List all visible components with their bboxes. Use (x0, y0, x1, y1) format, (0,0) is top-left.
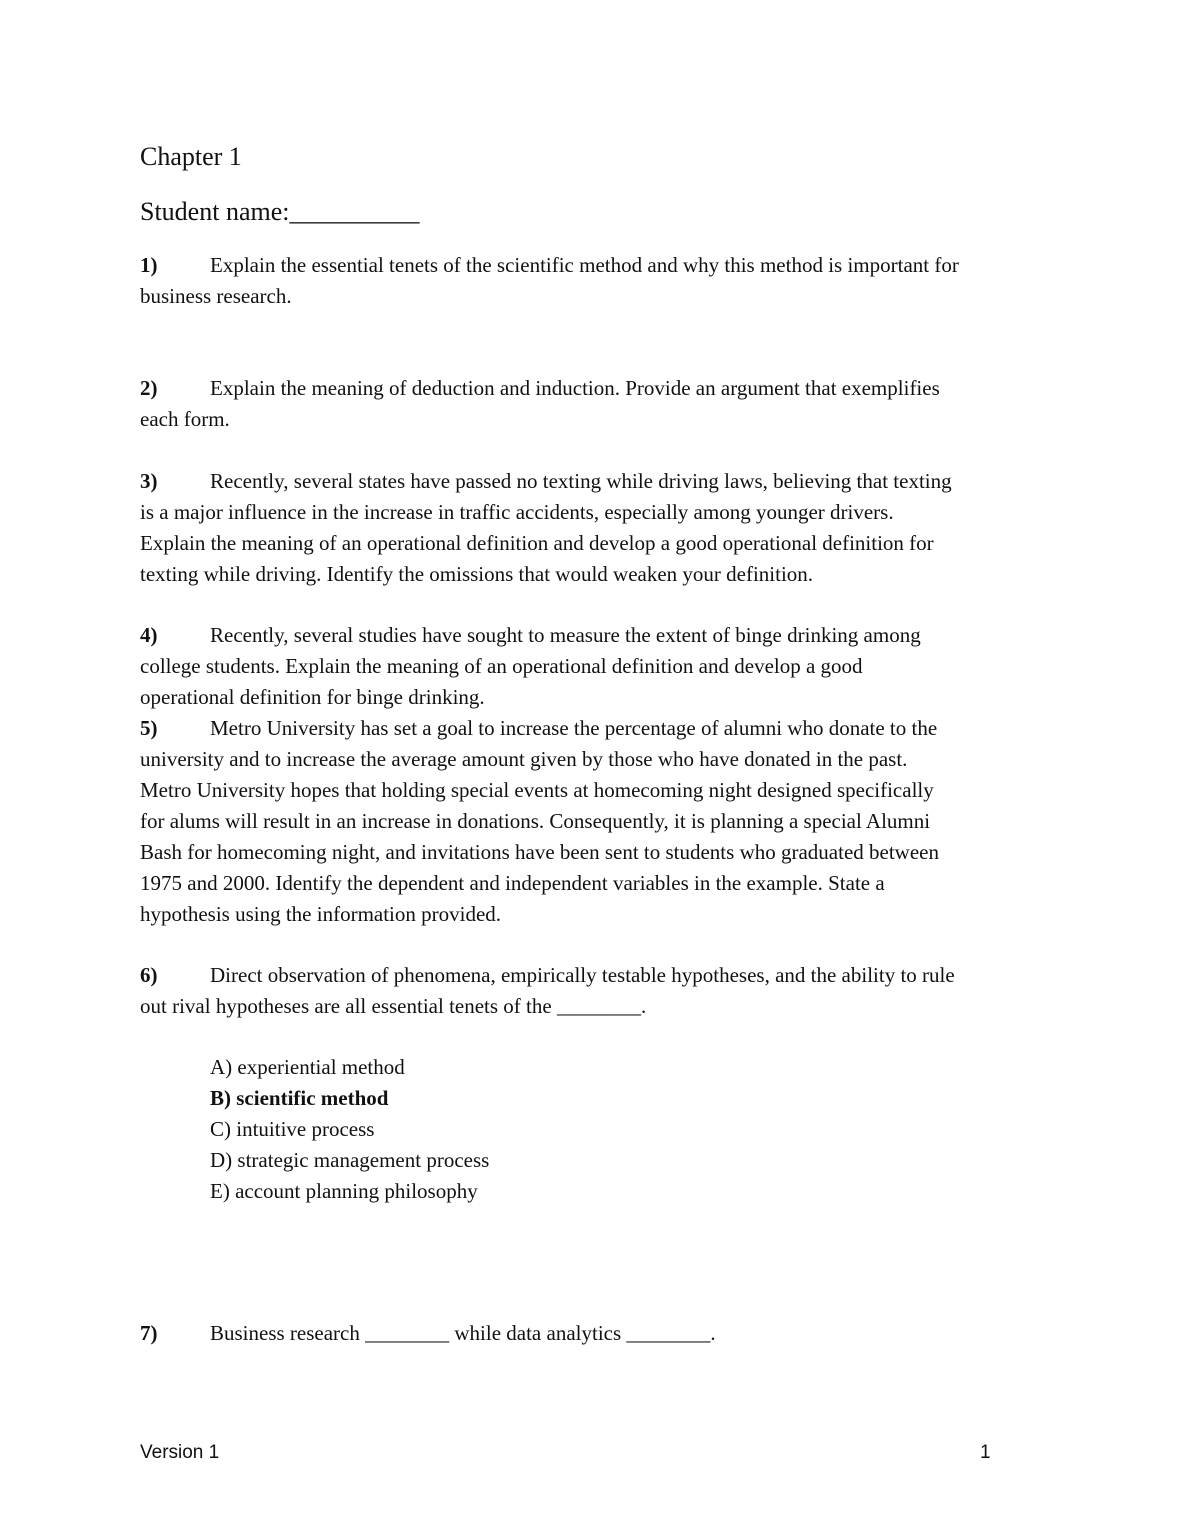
question-text-line: university and to increase the average amount given by those who have donated in the past. (140, 747, 908, 771)
question-text-line: hypothesis using the information provided. (140, 902, 502, 926)
question-text-line: Explain the meaning of an operational definition and develop a good operational definition for (140, 531, 934, 555)
question-text-line: Explain the meaning of deduction and induction. Provide an argument that exemplifies (210, 376, 940, 400)
question-text-line: each form. (140, 407, 230, 431)
answer-option: B) scientific method (210, 1086, 389, 1110)
answer-option: C) intuitive process (210, 1117, 375, 1141)
question-text-line: Metro University hopes that holding special events at homecoming night designed specifically (140, 778, 934, 802)
question-text-line: for alums will result in an increase in donations. Consequently, it is planning a special Alumni (140, 809, 931, 833)
question-text-line: 1975 and 2000. Identify the dependent and independent variables in the example. State a (140, 871, 885, 895)
footer-page-number: 1 (980, 1442, 991, 1463)
student-name-field: Student name:__________ (140, 197, 420, 226)
question-number: 3) (140, 469, 158, 493)
question-text-line: Business research ________ while data analytics ________. (210, 1321, 716, 1345)
question-number: 7) (140, 1321, 158, 1345)
question-text-line: Direct observation of phenomena, empirically testable hypotheses, and the ability to rule (210, 963, 955, 987)
question-text-line: business research. (140, 284, 292, 308)
question-text-line: operational definition for binge drinking. (140, 685, 485, 709)
question-number: 6) (140, 963, 158, 987)
question-text-line: college students. Explain the meaning of an operational definition and develop a good (140, 654, 863, 678)
question-text-line: is a major influence in the increase in traffic accidents, especially among younger drivers. (140, 500, 894, 524)
question-text-line: Explain the essential tenets of the scientific method and why this method is important for (210, 253, 959, 277)
question-text-line: Bash for homecoming night, and invitations have been sent to students who graduated between (140, 840, 939, 864)
answer-option: D) strategic management process (210, 1148, 490, 1172)
question-text-line: out rival hypotheses are all essential tenets of the ________. (140, 994, 647, 1018)
question-text-line: Recently, several studies have sought to measure the extent of binge drinking among (210, 623, 921, 647)
question-number: 4) (140, 623, 158, 647)
question-number: 2) (140, 376, 158, 400)
question-number: 1) (140, 253, 158, 277)
question-text-line: Metro University has set a goal to increase the percentage of alumni who donate to the (210, 716, 938, 740)
question-text-line: texting while driving. Identify the omissions that would weaken your definition. (140, 562, 814, 586)
chapter-title: Chapter 1 (140, 142, 242, 171)
question-text-line: Recently, several states have passed no texting while driving laws, believing that texting (210, 469, 952, 493)
answer-option: E) account planning philosophy (210, 1179, 478, 1203)
footer-version: Version 1 (140, 1442, 220, 1463)
answer-option: A) experiential method (210, 1055, 405, 1079)
question-number: 5) (140, 716, 158, 740)
